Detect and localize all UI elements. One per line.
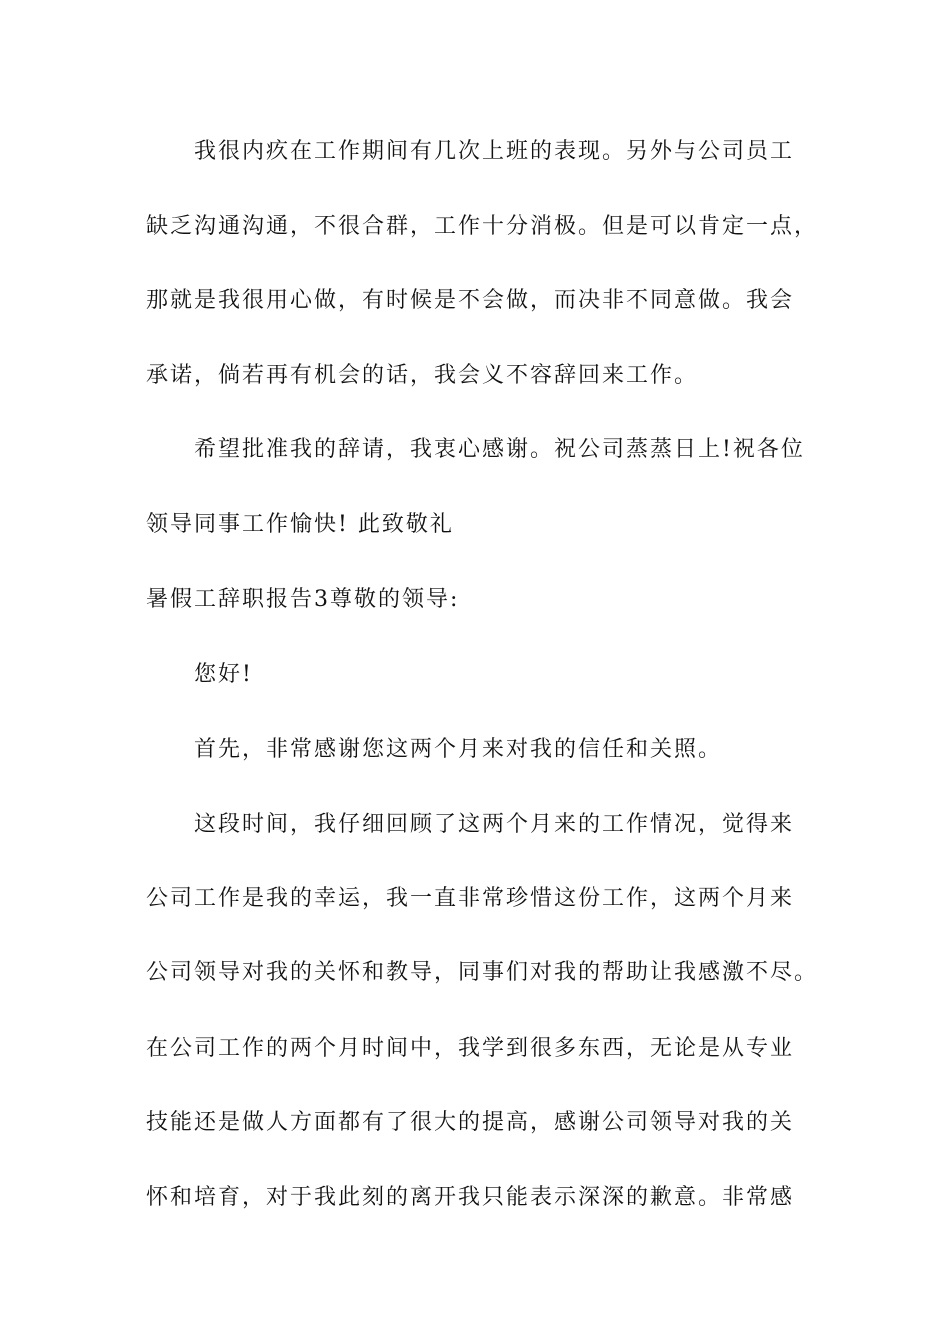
greeting-line: 您好!	[194, 662, 253, 687]
text-line-9: 首先，非常感谢您这两个月来对我的信任和关照。	[194, 737, 723, 762]
text-line-10: 这段时间，我仔细回顾了这两个月来的工作情况，觉得来	[194, 812, 795, 837]
text-line-4: 承诺，倘若再有机会的话，我会义不容辞回来工作。	[146, 363, 699, 388]
text-line-6: 领导同事工作愉快! 此致敬礼	[146, 512, 454, 537]
text-line-5: 希望批准我的辞请，我衷心感谢。祝公司蒸蒸日上!祝各位	[194, 437, 805, 462]
section-heading: 暑假工辞职报告3尊敬的领导:	[146, 587, 460, 612]
text-line-12: 公司领导对我的关怀和教导，同事们对我的帮助让我感激不尽。	[146, 960, 819, 985]
text-line-3: 那就是我很用心做，有时候是不会做，而决非不同意做。我会	[146, 288, 795, 313]
text-line-15: 怀和培育，对于我此刻的离开我只能表示深深的歉意。非常感	[146, 1185, 795, 1210]
text-line-14: 技能还是做人方面都有了很大的提高，感谢公司领导对我的关	[146, 1110, 795, 1135]
text-line-1: 我很内疚在工作期间有几次上班的表现。另外与公司员工	[194, 139, 795, 164]
text-line-2: 缺乏沟通沟通，不很合群，工作十分消极。但是可以肯定一点，	[146, 214, 819, 239]
text-line-11: 公司工作是我的幸运，我一直非常珍惜这份工作，这两个月来	[146, 886, 795, 911]
text-line-13: 在公司工作的两个月时间中，我学到很多东西，无论是从专业	[146, 1036, 795, 1061]
